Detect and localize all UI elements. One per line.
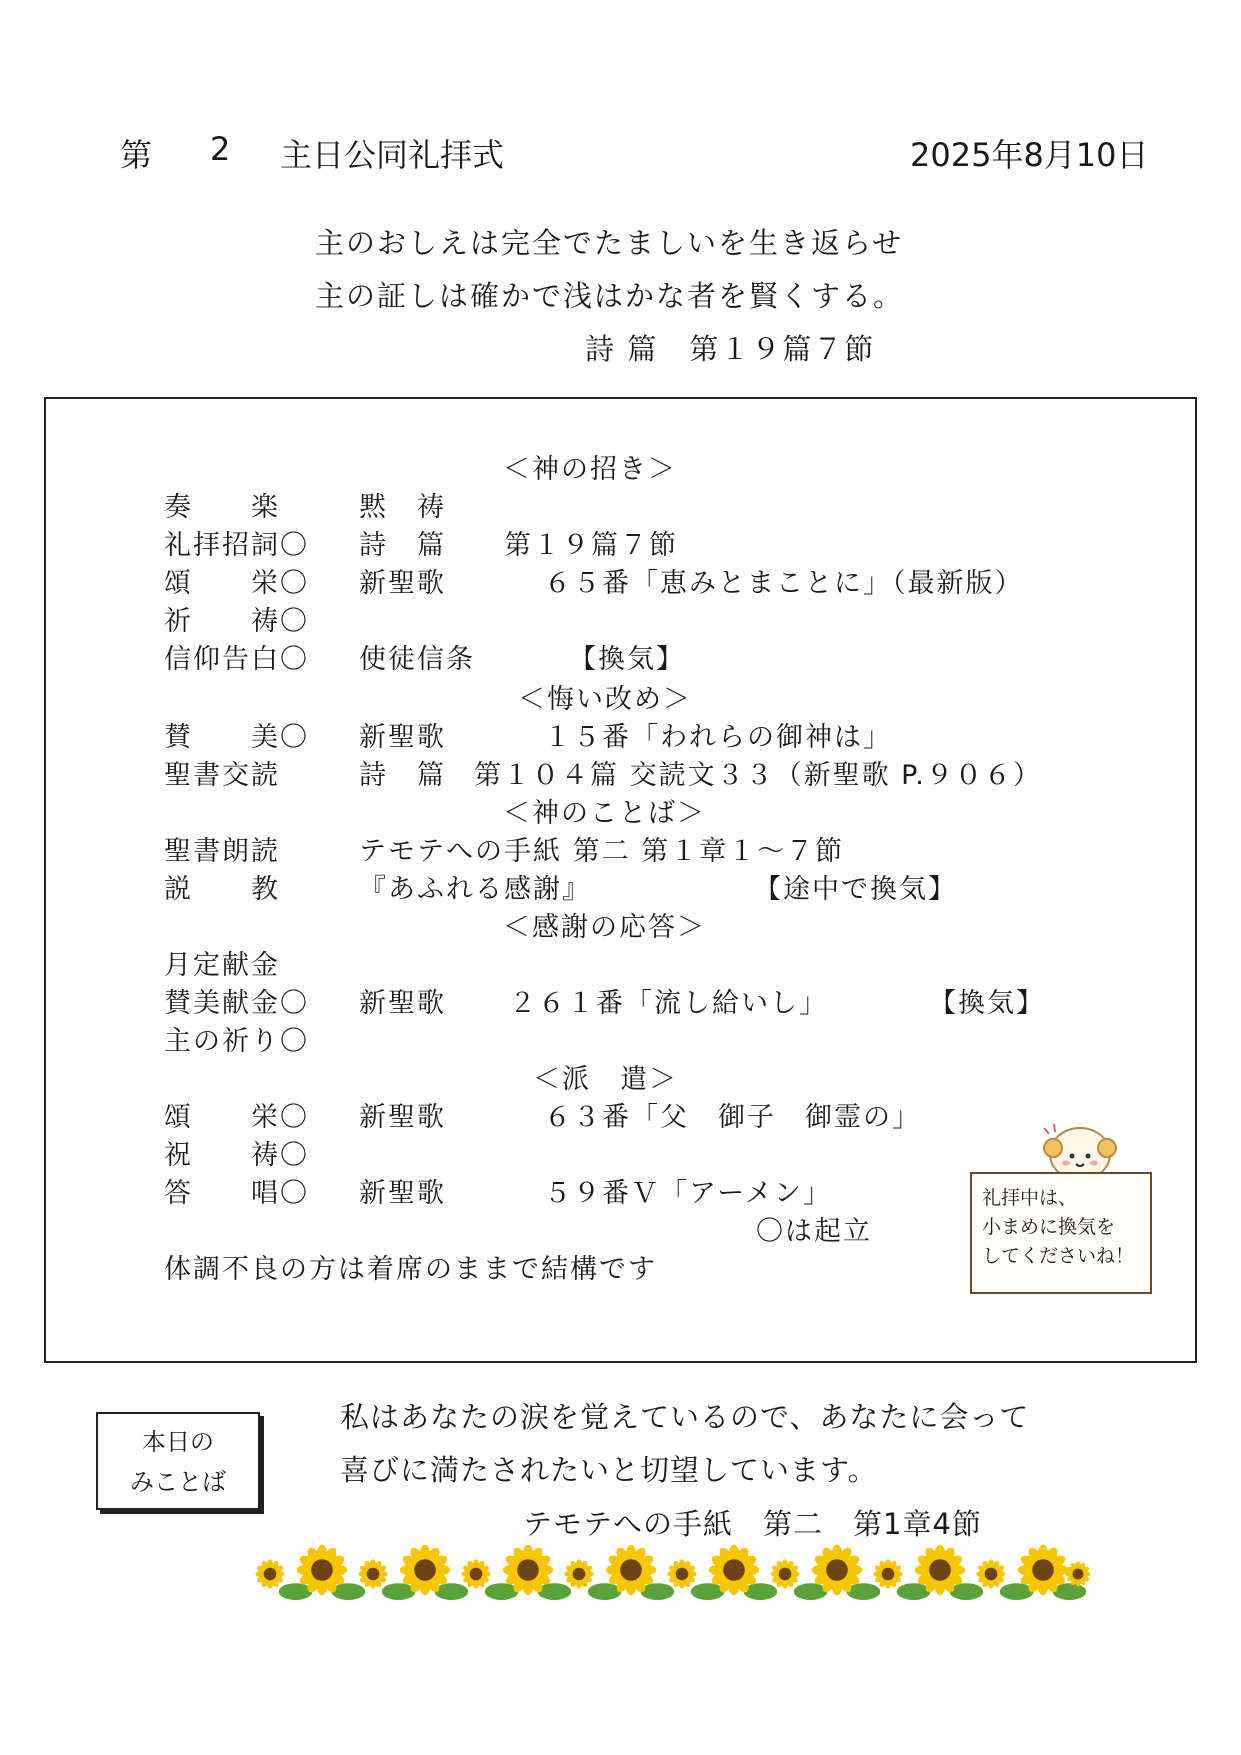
sunflower-icon — [794, 1545, 880, 1600]
row-label: 信仰告白〇 — [164, 644, 309, 675]
todays-word-line2: 喜びに満たされたいと切望しています。 — [340, 1453, 878, 1487]
row-hymn: ２６１番「流し給いし」 — [509, 988, 828, 1019]
todays-word-line1: 私はあなたの涙を覚えているので、あなたに会って — [340, 1400, 1030, 1434]
row-label: 主の祈り〇 — [164, 1026, 309, 1057]
row-label: 賛 美〇 — [164, 722, 309, 753]
row-reference: 第１９篇７節 — [504, 530, 678, 561]
small-sunflower-icon — [770, 1559, 799, 1588]
row-detail: 黙 祷 — [359, 492, 446, 523]
row-label: 祝 祷〇 — [164, 1140, 309, 1171]
row-label: 礼拝招詞〇 — [164, 530, 309, 561]
row-detail: 新聖歌 — [359, 1178, 446, 1209]
standing-note: 〇は起立 — [756, 1216, 872, 1247]
section-heading-word: ＜神のことば＞ — [503, 798, 706, 829]
service-title: 主日公同礼拝式 — [280, 136, 505, 174]
small-sunflower-icon — [358, 1559, 387, 1588]
theme-verse-line2: 主の証しは確かで浅はかな者を賢くする。 — [315, 279, 905, 313]
row-label: 頌 栄〇 — [164, 568, 309, 599]
row-hymn: ５９番Ｖ「アーメン」 — [544, 1178, 832, 1209]
section-heading-invitation: ＜神の招き＞ — [503, 454, 677, 485]
row-label: 答 唱〇 — [164, 1178, 309, 1209]
section-heading-repentance: ＜悔い改め＞ — [518, 684, 692, 715]
theme-verse-reference: 詩 篇 第１９篇７節 — [585, 332, 876, 366]
todays-word-label — [96, 1412, 260, 1510]
row-ventilation-note: 【換気】 — [569, 644, 685, 675]
label-line: 本日の — [142, 1428, 214, 1456]
row-label: 祈 祷〇 — [164, 606, 309, 637]
row-detail: 新聖歌 — [359, 1102, 446, 1133]
row-label: 聖書朗読 — [164, 836, 280, 867]
sunflower-icon — [691, 1545, 777, 1600]
row-label: 説 教 — [164, 874, 280, 905]
row-ventilation-note: 【途中で換気】 — [754, 874, 957, 905]
health-note: 体調不良の方は着席のままで結構です — [164, 1254, 657, 1285]
small-sunflower-icon — [976, 1559, 1005, 1588]
small-sunflower-icon — [461, 1559, 490, 1588]
sign-line: 礼拝中は、 — [982, 1187, 1078, 1209]
small-sunflower-icon — [255, 1559, 284, 1588]
row-ventilation-note: 【換気】 — [929, 988, 1045, 1019]
sign-line: してくださいね！ — [982, 1245, 1135, 1267]
row-detail: 新聖歌 — [359, 722, 446, 753]
small-sunflower-icon — [1065, 1561, 1090, 1586]
ventilation-sign — [970, 1172, 1152, 1294]
sermon-title: 『あふれる感謝』 — [359, 874, 591, 905]
sunflower-icon — [897, 1545, 983, 1600]
theme-verse-line1: 主のおしえは完全でたましいを生き返らせ — [315, 226, 904, 260]
label-line: みことば — [130, 1468, 226, 1496]
row-label: 月定献金 — [164, 950, 280, 981]
row-label: 聖書交読 — [164, 760, 280, 791]
row-detail: 詩 篇 — [359, 530, 446, 561]
row-label: 奏 楽 — [164, 492, 280, 523]
week-number: 2 — [210, 130, 231, 168]
row-label: 頌 栄〇 — [164, 1102, 309, 1133]
row-label: 賛美献金〇 — [164, 988, 309, 1019]
todays-word-reference: テモテへの手紙 第二 第1章4節 — [523, 1507, 982, 1541]
row-detail: テモテへの手紙 第二 第１章１～７節 — [359, 836, 845, 867]
sign-line: 小まめに換気を — [982, 1216, 1116, 1238]
row-detail: 新聖歌 — [359, 988, 446, 1019]
sunflower-border-icon — [250, 1540, 1090, 1610]
row-detail: 新聖歌 — [359, 568, 446, 599]
small-sunflower-icon — [667, 1559, 696, 1588]
row-detail: 使徒信条 — [359, 644, 475, 675]
sunflower-icon — [588, 1545, 674, 1600]
row-reference: 第１０４篇 交読文３３（新聖歌 P.９０６） — [474, 760, 1042, 791]
sunflower-icon — [485, 1545, 571, 1600]
small-sunflower-icon — [564, 1559, 593, 1588]
row-hymn: ６５番「恵みとまことに」（最新版） — [544, 568, 1024, 599]
sunflower-icon — [382, 1545, 468, 1600]
small-sunflower-icon — [873, 1559, 902, 1588]
row-hymn: ６３番「父 御子 御霊の」 — [544, 1102, 921, 1133]
section-heading-response: ＜感謝の応答＞ — [503, 912, 706, 943]
row-detail: 詩 篇 — [359, 760, 446, 791]
service-date: 2025年8月10日 — [910, 136, 1149, 174]
sunflower-icon — [279, 1545, 365, 1600]
row-hymn: １５番「われらの御神は」 — [544, 722, 892, 753]
week-label: 第 — [120, 136, 153, 174]
section-heading-sending: ＜派 遣＞ — [533, 1064, 678, 1095]
